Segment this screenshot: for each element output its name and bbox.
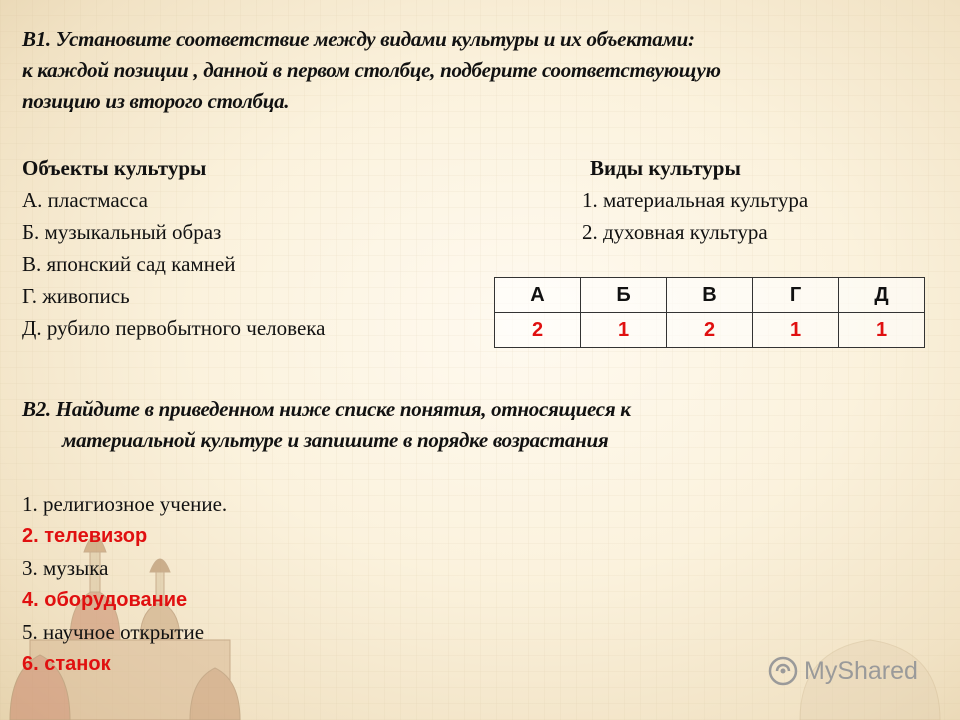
answer-header-cell: А [495,278,581,313]
answer-value-cell: 1 [753,313,839,348]
watermark-text: MyShared [804,656,918,685]
concept-item: 5. научное открытие [22,620,205,644]
answer-value-cell: 1 [581,313,667,348]
answer-table [494,277,925,348]
q2-title-line1: В2. Найдите в приведенном ниже списке понятия, относящиеся к [22,397,631,421]
answer-header-cell: Б [581,278,667,313]
answer-table-header-row [495,278,925,313]
culture-types-column [582,152,808,248]
q1-title-line2: к каждой позиции , данной в первом столбце, подберите соответствующую [22,58,721,82]
culture-objects-column [22,152,326,344]
answer-header-cell: В [667,278,753,313]
culture-object-item: А. пластмасса [22,188,148,212]
question-b1-title [22,24,942,117]
question-b2-title [22,394,922,456]
q1-title-line1: В1. Установите соответствие между видами культуры и их объектами: [22,27,695,51]
answer-header-cell: Г [753,278,839,313]
q1-title-line3: позицию из второго столбца. [22,89,290,113]
concept-item-answer: 4. оборудование [22,589,188,611]
concept-item-answer: 6. станок [22,653,111,675]
culture-types-header: Виды культуры [590,156,741,180]
concept-item: 3. музыка [22,556,109,580]
culture-type-item: 2. духовная культура [582,220,768,244]
answer-value-cell: 2 [495,313,581,348]
answer-header-cell: Д [839,278,925,313]
culture-object-item: В. японский сад камней [22,252,236,276]
concept-list [22,488,227,680]
culture-object-item: Г. живопись [22,284,130,308]
q2-title-line2: материальной культуре и запишите в порядке возрастания [62,428,609,452]
answer-table-value-row [495,313,925,348]
culture-type-item: 1. материальная культура [582,188,809,212]
myshared-logo-icon [768,656,798,686]
concept-item: 1. религиозное учение. [22,492,228,516]
concept-item-answer: 2. телевизор [22,525,148,547]
culture-objects-header: Объекты культуры [22,156,207,180]
culture-object-item: Д. рубило первобытного человека [22,316,326,340]
culture-object-item: Б. музыкальный образ [22,220,222,244]
answer-value-cell: 2 [667,313,753,348]
myshared-watermark [768,656,918,686]
answer-value-cell: 1 [839,313,925,348]
